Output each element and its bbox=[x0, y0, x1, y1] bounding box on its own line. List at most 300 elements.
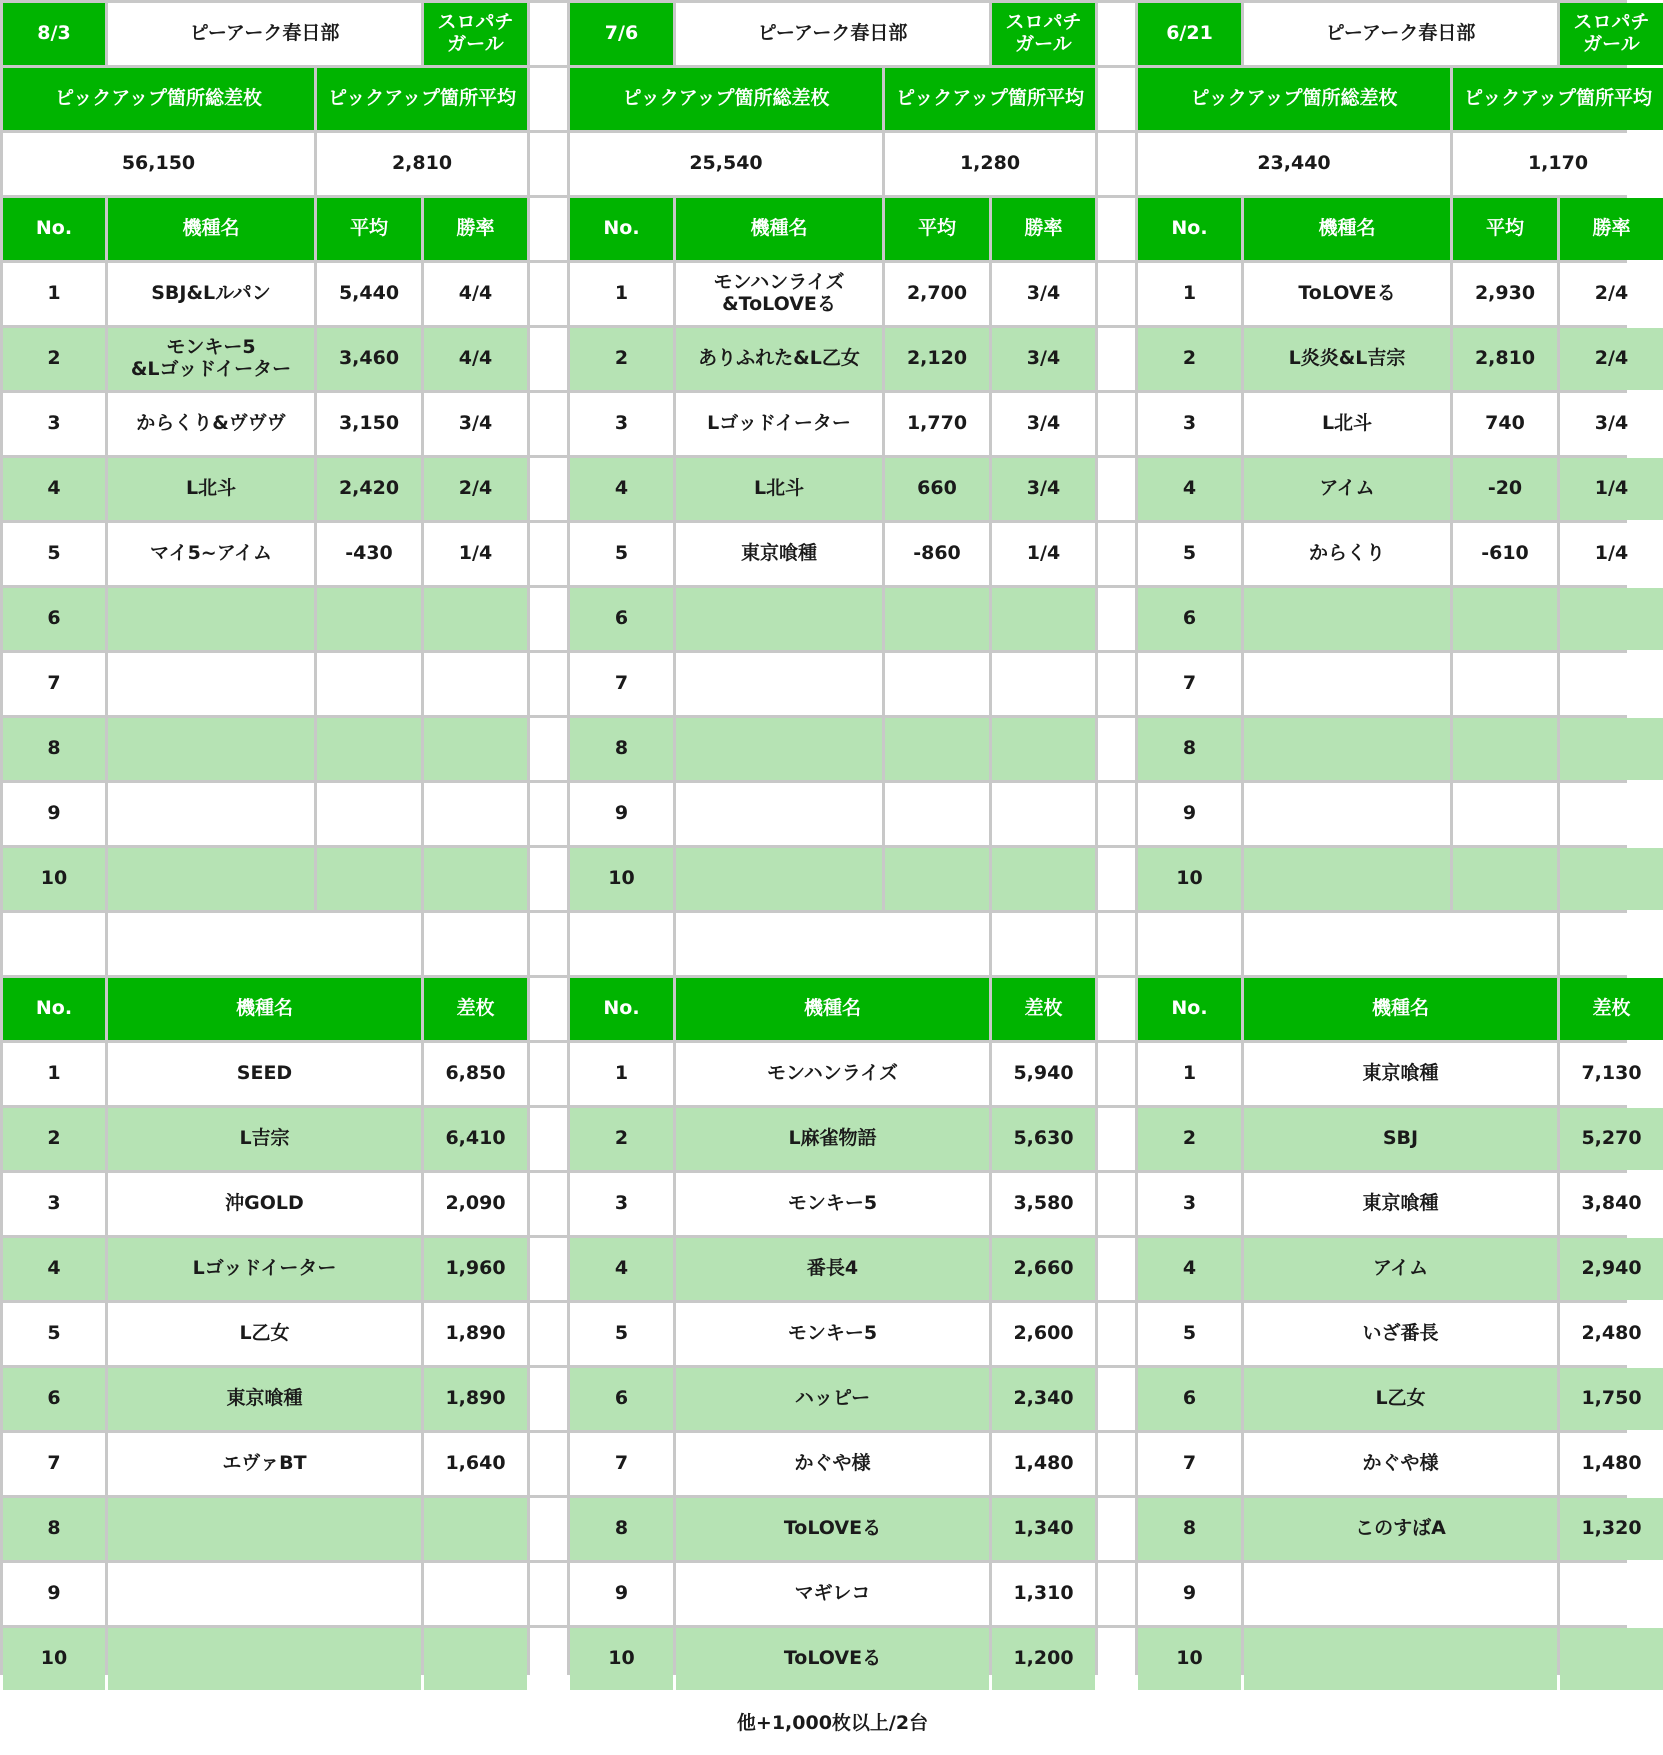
model-winrate: 3/4 bbox=[992, 458, 1095, 520]
separator-cell bbox=[1098, 1693, 1135, 1755]
machine-name: SEED bbox=[108, 1043, 421, 1105]
model-average bbox=[317, 848, 421, 910]
model-row-number: 8 bbox=[570, 718, 673, 780]
footer-cell bbox=[424, 1693, 527, 1755]
model-winrate bbox=[1560, 588, 1663, 650]
spacer-cell bbox=[424, 913, 527, 975]
model-name bbox=[676, 588, 882, 650]
machine-row-number: 8 bbox=[3, 1498, 105, 1560]
separator-cell bbox=[530, 1498, 567, 1560]
model-row-number: 2 bbox=[570, 328, 673, 390]
machine-name: かぐや様 bbox=[1244, 1433, 1557, 1495]
machine-diff: 1,200 bbox=[992, 1628, 1095, 1690]
model-row-number: 10 bbox=[1138, 848, 1241, 910]
pickup-total-value: 25,540 bbox=[570, 133, 882, 195]
model-name bbox=[676, 718, 882, 780]
model-name bbox=[1244, 588, 1450, 650]
machine-name: Lゴッドイーター bbox=[108, 1238, 421, 1300]
col-header-winrate: 勝率 bbox=[992, 198, 1095, 260]
machine-name: L吉宗 bbox=[108, 1108, 421, 1170]
store-name: ピーアーク春日部 bbox=[108, 3, 421, 65]
model-name: マイ5~アイム bbox=[108, 523, 314, 585]
machine-name: モンキー5 bbox=[676, 1303, 989, 1365]
col-header-no: No. bbox=[3, 978, 105, 1040]
machine-name bbox=[108, 1498, 421, 1560]
machine-name: 東京喰種 bbox=[1244, 1043, 1557, 1105]
machine-name: マギレコ bbox=[676, 1563, 989, 1625]
machine-diff: 2,090 bbox=[424, 1173, 527, 1235]
model-row-number: 6 bbox=[3, 588, 105, 650]
separator-cell bbox=[530, 588, 567, 650]
model-row-number: 9 bbox=[570, 783, 673, 845]
col-header-no: No. bbox=[1138, 978, 1241, 1040]
model-row-number: 5 bbox=[3, 523, 105, 585]
separator-cell bbox=[1098, 1238, 1135, 1300]
separator-cell bbox=[530, 653, 567, 715]
model-name: SBJ&Lルパン bbox=[108, 263, 314, 325]
machine-name: ToLOVEる bbox=[676, 1628, 989, 1690]
model-winrate bbox=[992, 848, 1095, 910]
model-name: L北斗 bbox=[1244, 393, 1450, 455]
spacer-cell bbox=[1560, 913, 1663, 975]
spacer-cell bbox=[570, 913, 673, 975]
machine-diff: 3,580 bbox=[992, 1173, 1095, 1235]
model-winrate: 1/4 bbox=[992, 523, 1095, 585]
model-winrate: 3/4 bbox=[992, 328, 1095, 390]
model-average bbox=[317, 588, 421, 650]
col-header-diff: 差枚 bbox=[424, 978, 527, 1040]
separator-cell bbox=[1098, 1498, 1135, 1560]
model-name: モンハンライズ &ToLOVEる bbox=[676, 263, 882, 325]
model-average bbox=[1453, 588, 1557, 650]
model-row-number: 4 bbox=[3, 458, 105, 520]
col-header-machine: 機種名 bbox=[1244, 978, 1557, 1040]
model-row-number: 4 bbox=[570, 458, 673, 520]
source-label: スロパチ ガール bbox=[1560, 3, 1663, 65]
footer-note bbox=[108, 1693, 421, 1755]
machine-diff: 2,340 bbox=[992, 1368, 1095, 1430]
machine-diff: 5,630 bbox=[992, 1108, 1095, 1170]
col-header-average: 平均 bbox=[317, 198, 421, 260]
separator-cell bbox=[1098, 913, 1135, 975]
model-row-number: 8 bbox=[1138, 718, 1241, 780]
model-average bbox=[317, 653, 421, 715]
model-name bbox=[108, 653, 314, 715]
machine-diff: 2,660 bbox=[992, 1238, 1095, 1300]
model-name: からくり&ヴヴヴ bbox=[108, 393, 314, 455]
machine-row-number: 1 bbox=[570, 1043, 673, 1105]
model-row-number: 1 bbox=[3, 263, 105, 325]
model-winrate: 3/4 bbox=[992, 263, 1095, 325]
machine-name: エヴァBT bbox=[108, 1433, 421, 1495]
machine-row-number: 4 bbox=[1138, 1238, 1241, 1300]
pickup-total-value: 56,150 bbox=[3, 133, 314, 195]
source-label: スロパチ ガール bbox=[424, 3, 527, 65]
pickup-average-label: ピックアップ箇所平均 bbox=[885, 68, 1095, 130]
machine-diff: 1,310 bbox=[992, 1563, 1095, 1625]
machine-row-number: 9 bbox=[3, 1563, 105, 1625]
model-name: ありふれた&L乙女 bbox=[676, 328, 882, 390]
machine-diff bbox=[424, 1563, 527, 1625]
machine-diff: 2,600 bbox=[992, 1303, 1095, 1365]
model-winrate: 2/4 bbox=[1560, 328, 1663, 390]
model-winrate bbox=[424, 848, 527, 910]
model-row-number: 8 bbox=[3, 718, 105, 780]
pickup-total-value: 23,440 bbox=[1138, 133, 1450, 195]
machine-row-number: 4 bbox=[570, 1238, 673, 1300]
machine-row-number: 4 bbox=[3, 1238, 105, 1300]
model-average bbox=[1453, 848, 1557, 910]
machine-name: 東京喰種 bbox=[1244, 1173, 1557, 1235]
separator-cell bbox=[530, 133, 567, 195]
machine-name: 沖GOLD bbox=[108, 1173, 421, 1235]
separator-cell bbox=[530, 458, 567, 520]
model-winrate: 2/4 bbox=[1560, 263, 1663, 325]
model-winrate: 1/4 bbox=[1560, 523, 1663, 585]
pickup-total-label: ピックアップ箇所総差枚 bbox=[3, 68, 314, 130]
model-average: 2,420 bbox=[317, 458, 421, 520]
machine-diff: 5,270 bbox=[1560, 1108, 1663, 1170]
model-row-number: 3 bbox=[1138, 393, 1241, 455]
machine-name: L麻雀物語 bbox=[676, 1108, 989, 1170]
model-row-number: 2 bbox=[1138, 328, 1241, 390]
machine-name bbox=[108, 1563, 421, 1625]
spacer-cell bbox=[1138, 913, 1241, 975]
machine-diff: 3,840 bbox=[1560, 1173, 1663, 1235]
model-name bbox=[1244, 848, 1450, 910]
model-winrate bbox=[992, 783, 1095, 845]
separator-cell bbox=[1098, 263, 1135, 325]
pickup-average-value: 2,810 bbox=[317, 133, 527, 195]
separator-cell bbox=[530, 1433, 567, 1495]
machine-row-number: 3 bbox=[1138, 1173, 1241, 1235]
model-name bbox=[1244, 783, 1450, 845]
machine-diff: 1,960 bbox=[424, 1238, 527, 1300]
machine-name bbox=[1244, 1628, 1557, 1690]
model-average bbox=[885, 588, 989, 650]
model-row-number: 4 bbox=[1138, 458, 1241, 520]
model-average: 2,700 bbox=[885, 263, 989, 325]
machine-diff: 1,890 bbox=[424, 1303, 527, 1365]
store-name: ピーアーク春日部 bbox=[1244, 3, 1557, 65]
model-row-number: 5 bbox=[1138, 523, 1241, 585]
machine-diff: 2,480 bbox=[1560, 1303, 1663, 1365]
machine-name: モンハンライズ bbox=[676, 1043, 989, 1105]
model-winrate: 4/4 bbox=[424, 328, 527, 390]
separator-cell bbox=[530, 1238, 567, 1300]
model-name bbox=[108, 848, 314, 910]
separator-cell bbox=[1098, 328, 1135, 390]
separator-cell bbox=[530, 913, 567, 975]
machine-diff bbox=[1560, 1628, 1663, 1690]
separator-cell bbox=[1098, 978, 1135, 1040]
machine-diff: 1,340 bbox=[992, 1498, 1095, 1560]
machine-name: いざ番長 bbox=[1244, 1303, 1557, 1365]
machine-diff: 2,940 bbox=[1560, 1238, 1663, 1300]
model-name: L炎炎&L吉宗 bbox=[1244, 328, 1450, 390]
machine-row-number: 2 bbox=[3, 1108, 105, 1170]
footer-note: 他+1,000枚以上/2台 bbox=[676, 1693, 989, 1755]
model-winrate: 1/4 bbox=[424, 523, 527, 585]
footer-cell bbox=[3, 1693, 105, 1755]
separator-cell bbox=[1098, 1628, 1135, 1690]
model-row-number: 1 bbox=[570, 263, 673, 325]
model-average bbox=[1453, 718, 1557, 780]
separator-cell bbox=[530, 328, 567, 390]
machine-diff bbox=[1560, 1563, 1663, 1625]
machine-diff: 1,890 bbox=[424, 1368, 527, 1430]
machine-row-number: 3 bbox=[3, 1173, 105, 1235]
col-header-no: No. bbox=[570, 978, 673, 1040]
separator-cell bbox=[1098, 1108, 1135, 1170]
machine-diff: 1,750 bbox=[1560, 1368, 1663, 1430]
separator-cell bbox=[530, 68, 567, 130]
spacer-cell bbox=[1244, 913, 1557, 975]
machine-row-number: 5 bbox=[570, 1303, 673, 1365]
machine-row-number: 1 bbox=[3, 1043, 105, 1105]
model-row-number: 3 bbox=[570, 393, 673, 455]
model-row-number: 7 bbox=[3, 653, 105, 715]
model-row-number: 9 bbox=[1138, 783, 1241, 845]
model-winrate bbox=[1560, 653, 1663, 715]
machine-name: モンキー5 bbox=[676, 1173, 989, 1235]
separator-cell bbox=[1098, 718, 1135, 780]
model-row-number: 1 bbox=[1138, 263, 1241, 325]
col-header-no: No. bbox=[3, 198, 105, 260]
model-average: 3,460 bbox=[317, 328, 421, 390]
separator-cell bbox=[1098, 1368, 1135, 1430]
model-average: 5,440 bbox=[317, 263, 421, 325]
separator-cell bbox=[1098, 848, 1135, 910]
model-average: 2,120 bbox=[885, 328, 989, 390]
spacer-cell bbox=[992, 913, 1095, 975]
model-name: 東京喰種 bbox=[676, 523, 882, 585]
model-average bbox=[317, 783, 421, 845]
machine-row-number: 9 bbox=[1138, 1563, 1241, 1625]
model-name bbox=[676, 783, 882, 845]
model-name: モンキー5 &Lゴッドイーター bbox=[108, 328, 314, 390]
model-name: からくり bbox=[1244, 523, 1450, 585]
machine-row-number: 8 bbox=[570, 1498, 673, 1560]
model-name bbox=[108, 718, 314, 780]
model-row-number: 10 bbox=[570, 848, 673, 910]
machine-name: このすばA bbox=[1244, 1498, 1557, 1560]
pickup-total-label: ピックアップ箇所総差枚 bbox=[570, 68, 882, 130]
model-row-number: 2 bbox=[3, 328, 105, 390]
machine-row-number: 8 bbox=[1138, 1498, 1241, 1560]
model-average: -860 bbox=[885, 523, 989, 585]
separator-cell bbox=[530, 1108, 567, 1170]
col-header-diff: 差枚 bbox=[992, 978, 1095, 1040]
separator-cell bbox=[530, 1303, 567, 1365]
machine-diff: 5,940 bbox=[992, 1043, 1095, 1105]
model-winrate: 3/4 bbox=[992, 393, 1095, 455]
model-row-number: 9 bbox=[3, 783, 105, 845]
machine-row-number: 6 bbox=[1138, 1368, 1241, 1430]
model-name bbox=[676, 653, 882, 715]
machine-diff: 1,640 bbox=[424, 1433, 527, 1495]
pickup-average-value: 1,170 bbox=[1453, 133, 1663, 195]
col-header-machine: 機種名 bbox=[108, 978, 421, 1040]
machine-name: 番長4 bbox=[676, 1238, 989, 1300]
model-winrate bbox=[424, 588, 527, 650]
model-row-number: 10 bbox=[3, 848, 105, 910]
separator-cell bbox=[530, 718, 567, 780]
machine-row-number: 10 bbox=[570, 1628, 673, 1690]
footer-note bbox=[1244, 1693, 1557, 1755]
col-header-model: 機種名 bbox=[108, 198, 314, 260]
model-average bbox=[317, 718, 421, 780]
machine-name: ハッピー bbox=[676, 1368, 989, 1430]
separator-cell bbox=[1098, 3, 1135, 65]
machine-diff: 7,130 bbox=[1560, 1043, 1663, 1105]
model-average bbox=[885, 848, 989, 910]
col-header-no: No. bbox=[570, 198, 673, 260]
footer-cell bbox=[1138, 1693, 1241, 1755]
col-header-diff: 差枚 bbox=[1560, 978, 1663, 1040]
source-label: スロパチ ガール bbox=[992, 3, 1095, 65]
separator-cell bbox=[1098, 1303, 1135, 1365]
footer-cell bbox=[992, 1693, 1095, 1755]
model-winrate bbox=[1560, 783, 1663, 845]
model-name bbox=[1244, 718, 1450, 780]
separator-cell bbox=[530, 1173, 567, 1235]
machine-diff: 6,410 bbox=[424, 1108, 527, 1170]
separator-cell bbox=[530, 393, 567, 455]
spacer-cell bbox=[3, 913, 105, 975]
model-average: -430 bbox=[317, 523, 421, 585]
separator-cell bbox=[1098, 1173, 1135, 1235]
model-average bbox=[885, 783, 989, 845]
col-header-average: 平均 bbox=[1453, 198, 1557, 260]
model-name: ToLOVEる bbox=[1244, 263, 1450, 325]
separator-cell bbox=[1098, 588, 1135, 650]
model-row-number: 3 bbox=[3, 393, 105, 455]
separator-cell bbox=[1098, 458, 1135, 520]
machine-row-number: 7 bbox=[570, 1433, 673, 1495]
model-average: -20 bbox=[1453, 458, 1557, 520]
machine-row-number: 10 bbox=[3, 1628, 105, 1690]
separator-cell bbox=[530, 783, 567, 845]
machine-name: ToLOVEる bbox=[676, 1498, 989, 1560]
col-header-model: 機種名 bbox=[1244, 198, 1450, 260]
machine-diff: 1,480 bbox=[992, 1433, 1095, 1495]
separator-cell bbox=[530, 978, 567, 1040]
machine-row-number: 9 bbox=[570, 1563, 673, 1625]
model-winrate: 1/4 bbox=[1560, 458, 1663, 520]
separator-cell bbox=[530, 1563, 567, 1625]
spacer-cell bbox=[108, 913, 421, 975]
machine-name: L乙女 bbox=[1244, 1368, 1557, 1430]
model-name bbox=[108, 783, 314, 845]
model-average: -610 bbox=[1453, 523, 1557, 585]
model-row-number: 5 bbox=[570, 523, 673, 585]
machine-name: L乙女 bbox=[108, 1303, 421, 1365]
machine-row-number: 1 bbox=[1138, 1043, 1241, 1105]
machine-row-number: 7 bbox=[3, 1433, 105, 1495]
col-header-average: 平均 bbox=[885, 198, 989, 260]
model-average: 3,150 bbox=[317, 393, 421, 455]
separator-cell bbox=[530, 1368, 567, 1430]
model-winrate bbox=[992, 718, 1095, 780]
model-name bbox=[1244, 653, 1450, 715]
model-average bbox=[1453, 653, 1557, 715]
model-average: 660 bbox=[885, 458, 989, 520]
footer-cell bbox=[570, 1693, 673, 1755]
model-name: アイム bbox=[1244, 458, 1450, 520]
model-row-number: 7 bbox=[570, 653, 673, 715]
machine-row-number: 2 bbox=[1138, 1108, 1241, 1170]
report-date: 7/6 bbox=[570, 3, 673, 65]
machine-row-number: 6 bbox=[3, 1368, 105, 1430]
separator-cell bbox=[530, 523, 567, 585]
separator-cell bbox=[530, 263, 567, 325]
model-winrate: 3/4 bbox=[424, 393, 527, 455]
machine-row-number: 5 bbox=[1138, 1303, 1241, 1365]
separator-cell bbox=[1098, 393, 1135, 455]
model-winrate: 4/4 bbox=[424, 263, 527, 325]
col-header-winrate: 勝率 bbox=[1560, 198, 1663, 260]
model-name bbox=[108, 588, 314, 650]
machine-diff bbox=[424, 1628, 527, 1690]
separator-cell bbox=[530, 198, 567, 260]
model-winrate bbox=[992, 653, 1095, 715]
model-name: L北斗 bbox=[676, 458, 882, 520]
model-winrate bbox=[1560, 848, 1663, 910]
separator-cell bbox=[1098, 783, 1135, 845]
model-average bbox=[885, 718, 989, 780]
separator-cell bbox=[1098, 1433, 1135, 1495]
machine-name: 東京喰種 bbox=[108, 1368, 421, 1430]
model-winrate bbox=[992, 588, 1095, 650]
separator-cell bbox=[1098, 133, 1135, 195]
machine-row-number: 2 bbox=[570, 1108, 673, 1170]
machine-diff: 6,850 bbox=[424, 1043, 527, 1105]
machine-diff: 1,480 bbox=[1560, 1433, 1663, 1495]
model-winrate bbox=[424, 718, 527, 780]
col-header-machine: 機種名 bbox=[676, 978, 989, 1040]
machine-diff: 1,320 bbox=[1560, 1498, 1663, 1560]
machine-row-number: 10 bbox=[1138, 1628, 1241, 1690]
separator-cell bbox=[530, 848, 567, 910]
store-name: ピーアーク春日部 bbox=[676, 3, 989, 65]
machine-name: アイム bbox=[1244, 1238, 1557, 1300]
spacer-cell bbox=[676, 913, 989, 975]
separator-cell bbox=[1098, 523, 1135, 585]
separator-cell bbox=[1098, 68, 1135, 130]
machine-name: SBJ bbox=[1244, 1108, 1557, 1170]
model-average: 740 bbox=[1453, 393, 1557, 455]
report-date: 8/3 bbox=[3, 3, 105, 65]
separator-cell bbox=[530, 1693, 567, 1755]
model-winrate: 3/4 bbox=[1560, 393, 1663, 455]
pickup-average-label: ピックアップ箇所平均 bbox=[1453, 68, 1663, 130]
model-name: L北斗 bbox=[108, 458, 314, 520]
col-header-no: No. bbox=[1138, 198, 1241, 260]
col-header-winrate: 勝率 bbox=[424, 198, 527, 260]
machine-row-number: 7 bbox=[1138, 1433, 1241, 1495]
machine-name: かぐや様 bbox=[676, 1433, 989, 1495]
separator-cell bbox=[1098, 1043, 1135, 1105]
machine-row-number: 3 bbox=[570, 1173, 673, 1235]
machine-row-number: 6 bbox=[570, 1368, 673, 1430]
machine-name bbox=[1244, 1563, 1557, 1625]
footer-cell bbox=[1560, 1693, 1663, 1755]
pickup-total-label: ピックアップ箇所総差枚 bbox=[1138, 68, 1450, 130]
pickup-average-label: ピックアップ箇所平均 bbox=[317, 68, 527, 130]
separator-cell bbox=[530, 1628, 567, 1690]
model-row-number: 7 bbox=[1138, 653, 1241, 715]
